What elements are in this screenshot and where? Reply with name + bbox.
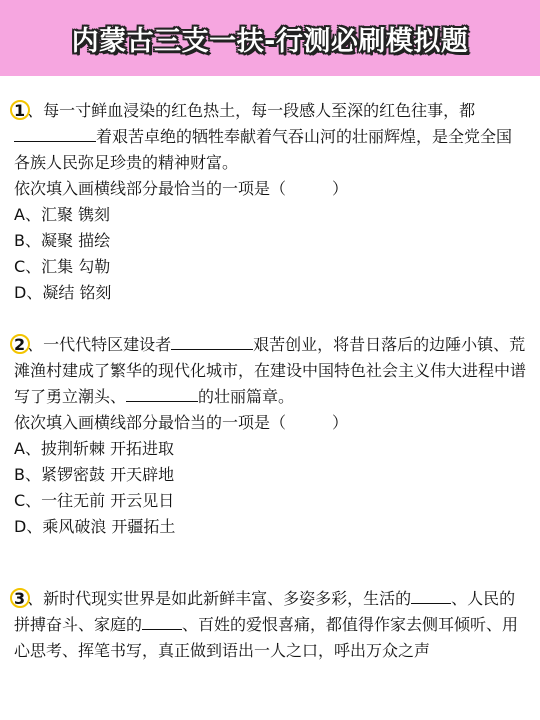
stem-text: 、一代代特区建设者 <box>27 335 172 354</box>
option-b: B、紧锣密鼓 开天辟地 <box>14 465 175 484</box>
option-b: B、凝聚 描绘 <box>14 231 111 250</box>
fill-blank <box>126 385 198 402</box>
question-stem <box>14 98 526 176</box>
question-list <box>0 76 540 664</box>
option-d: D、乘风破浪 开疆拓土 <box>14 517 176 536</box>
question-stem <box>14 586 526 664</box>
question-prompt: 依次填入画横线部分最恰当的一项是（ ） <box>14 413 349 432</box>
fill-blank <box>171 333 253 350</box>
fill-blank <box>411 587 451 604</box>
question-2 <box>14 332 526 540</box>
question-3 <box>14 586 526 664</box>
stem-text: 、新时代现实世界是如此新鲜丰富、多姿多彩，生活的 <box>27 589 412 608</box>
question-stem <box>14 332 526 410</box>
stem-text: 、每一寸鲜血浸染的红色热土，每一段感人至深的红色往事，都 <box>27 101 476 120</box>
question-number: 2 <box>14 332 25 358</box>
fill-blank <box>14 125 96 142</box>
stem-text: 着艰苦卓绝的牺牲奉献着气吞山河的壮丽辉煌，是全党全国各族人民弥足珍贵的精神财富。 <box>14 127 513 172</box>
option-c: C、汇集 勾勒 <box>14 257 111 276</box>
question-1 <box>14 98 526 306</box>
stem-text: 艰苦创业，将昔日落后的边陲小镇、荒滩渔村建成了繁华的现代化城市，在建设中国特色社会主义伟大进程中谱写了勇立潮头、 <box>14 335 527 406</box>
option-d: D、凝结 铭刻 <box>14 283 112 302</box>
stem-text: 、百姓的爱恨喜痛，都值得作家去侧耳倾听、用心思考、挥笔书写，真正做到语出一人之口，呼出万众之声 <box>14 615 519 660</box>
question-number: 3 <box>14 586 25 612</box>
fill-blank <box>142 613 182 630</box>
question-number: 1 <box>14 98 25 124</box>
header-banner <box>0 0 540 76</box>
page-title: 内蒙古三支一扶-行测必刷模拟题 <box>71 25 469 57</box>
option-c: C、一往无前 开云见日 <box>14 491 175 510</box>
question-prompt: 依次填入画横线部分最恰当的一项是（ ） <box>14 179 349 198</box>
stem-text: 、人民的拼搏奋斗、家庭的 <box>14 589 516 634</box>
option-a: A、披荆斩棘 开拓进取 <box>14 439 175 458</box>
stem-text: 的壮丽篇章。 <box>198 387 295 406</box>
option-a: A、汇聚 镌刻 <box>14 205 111 224</box>
